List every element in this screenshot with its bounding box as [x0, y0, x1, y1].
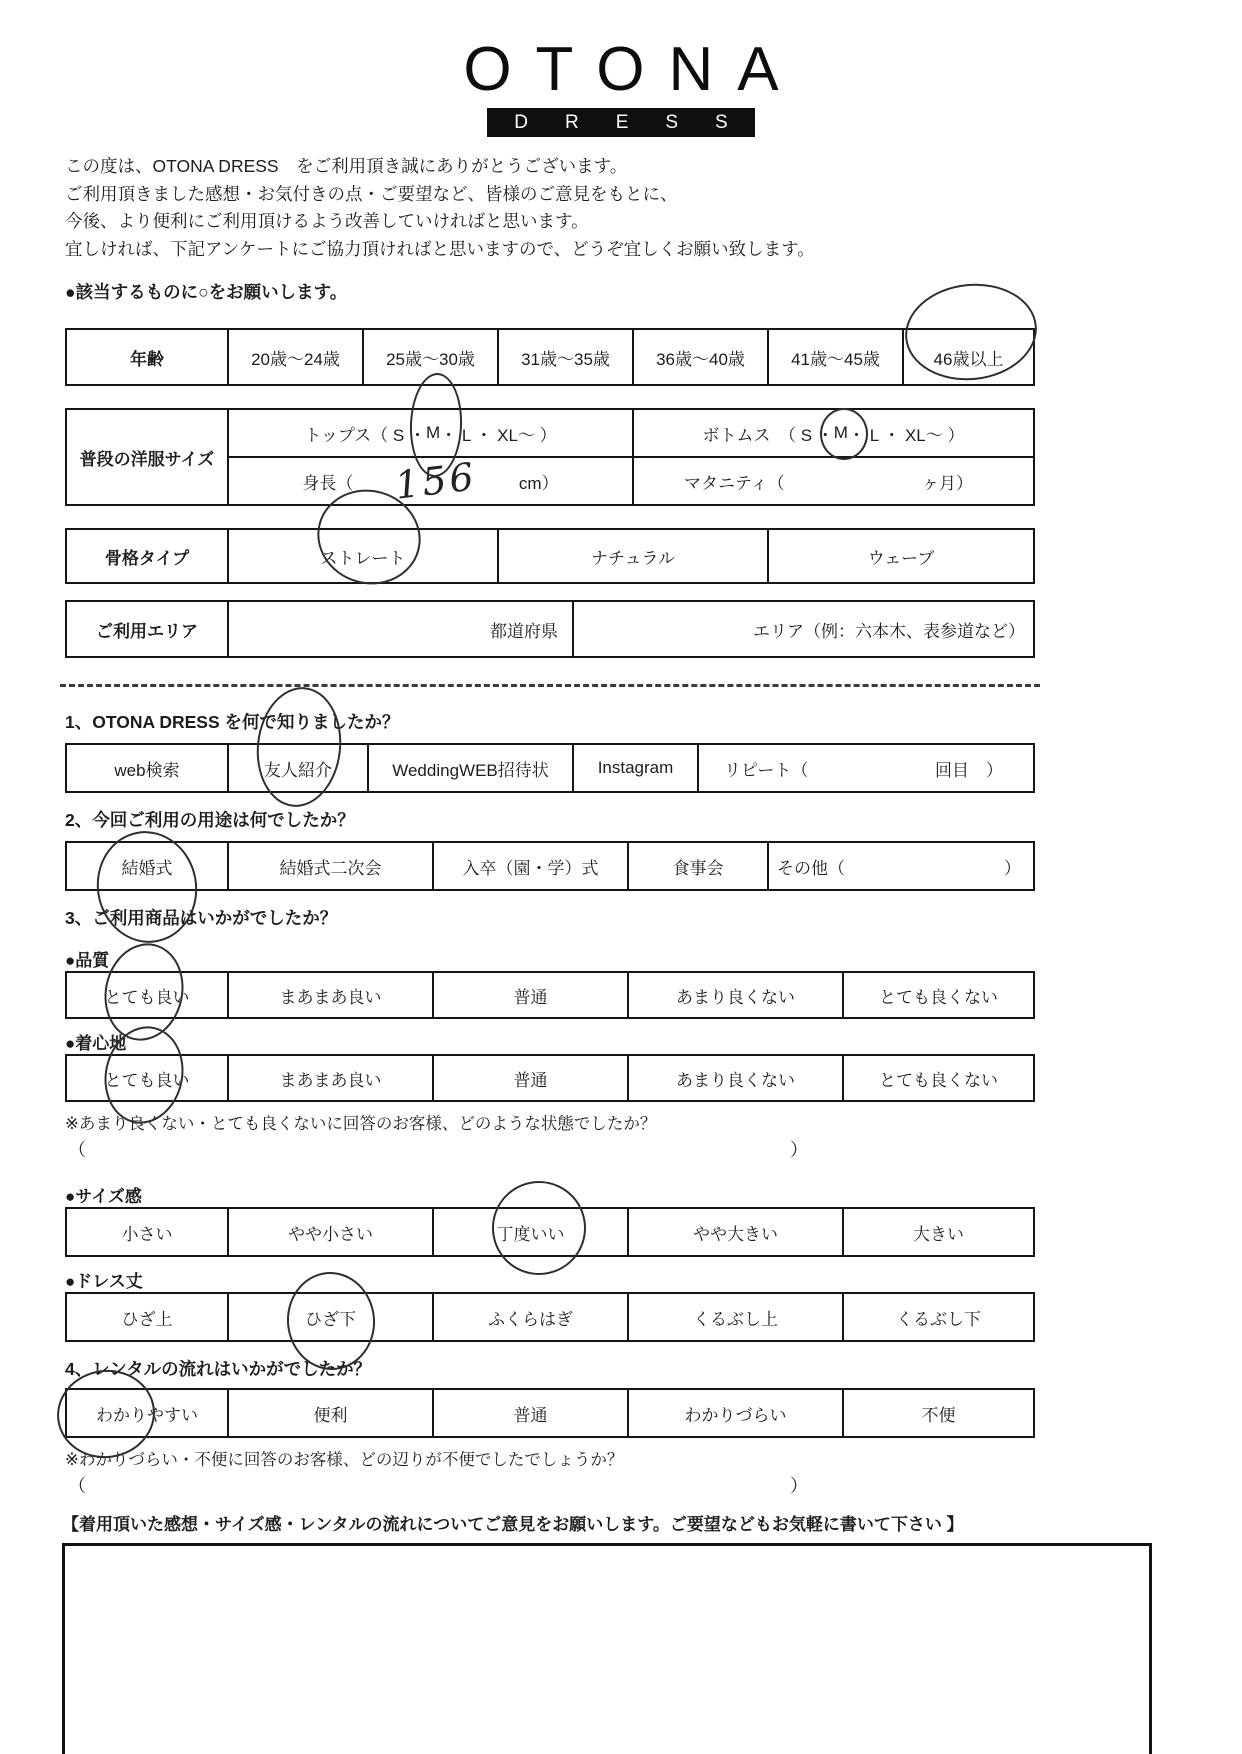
age-option-46plus: 46歳以上	[902, 330, 1033, 384]
q1-option-friend-referral: 友人紹介	[227, 745, 367, 791]
length-option-below-ankle: くるぶし下	[842, 1294, 1033, 1340]
q4-option-confusing: わかりづらい	[627, 1390, 842, 1436]
intro-line: 今後、より便利にご利用頂けるよう改善していければと思います。	[65, 211, 589, 231]
age-option-25-30: 25歳～30歳	[362, 330, 497, 384]
age-table	[65, 328, 1035, 386]
comfort-option-okay: まあまあ良い	[227, 1056, 432, 1100]
intro-paragraph	[65, 153, 1242, 263]
age-label: 年齢	[130, 349, 164, 369]
dress-length-table	[65, 1292, 1035, 1342]
comment-section-title: 【着用頂いた感想・サイズ感・レンタルの流れについてご意見をお願いします。ご要望などもお気軽に書いて下さい 】	[62, 1515, 964, 1534]
quality-label: ●品質	[65, 951, 110, 970]
clothing-size-label: 普段の洋服サイズ	[79, 449, 215, 469]
body-type-option-natural: ナチュラル	[497, 530, 767, 582]
circle-annotation	[251, 683, 347, 811]
height-cell: 身長（ 156 cm）	[227, 458, 632, 504]
q1-option-instagram: Instagram	[572, 745, 697, 791]
usage-area-table	[65, 600, 1035, 658]
quality-option-okay: まあまあ良い	[227, 973, 432, 1017]
circle-instruction: ●該当するものに○をお願いします。	[65, 282, 348, 302]
q1-option-web-search: web検索	[114, 760, 180, 780]
prefecture-cell: 都道府県	[227, 602, 572, 656]
area-hint-cell: エリア（例：六本木、表参道など）	[572, 602, 1033, 656]
intro-line: ご利用頂きました感想・お気付きの点・ご要望など、皆様のご意見をもとに、	[65, 183, 678, 204]
body-type-option-straight: ストレート	[227, 530, 497, 582]
quality-option-normal: 普通	[432, 973, 627, 1017]
tops-size-cell: トップス（ S ・ M ・ L ・ XL～ ）	[227, 410, 632, 456]
quality-option-not-good: あまり良くない	[627, 973, 842, 1017]
size-option-small: 小さい	[121, 1224, 173, 1244]
q1-table	[65, 743, 1035, 793]
comment-box	[62, 1543, 1152, 1754]
logo	[0, 0, 1242, 137]
logo-dress-bar	[487, 108, 765, 137]
body-type-table	[65, 528, 1035, 584]
q3-answer-parens: （ ）	[68, 1140, 808, 1160]
age-option-41-45: 41歳～45歳	[767, 330, 902, 384]
size-option-bit-small: やや小さい	[227, 1209, 432, 1255]
comfort-option-not-good: あまり良くない	[627, 1056, 842, 1100]
q3-followup-note: ※あまり良くない・とても良くないに回答のお客様、どのような状態でしたか？	[65, 1115, 657, 1133]
bottoms-size-cell: ボトムス （ S ・ M ・ L ・ XL～ ）	[632, 410, 1033, 456]
q4-option-convenient: 便利	[227, 1390, 432, 1436]
logo-dress-text: DRESS	[514, 111, 765, 133]
q2-option-afterparty: 結婚式二次会	[227, 843, 432, 889]
maternity-cell: マタニティ（ ヶ月）	[632, 458, 1033, 504]
comfort-label: ●着心地	[65, 1034, 127, 1053]
size-feel-label: ●サイズ感	[65, 1187, 142, 1206]
q4-table	[65, 1388, 1035, 1438]
size-option-just-right: 丁度いい	[432, 1209, 627, 1255]
q1-option-wedding-web: WeddingWEB招待状	[367, 745, 572, 791]
quality-option-very-good: とても良い	[67, 973, 227, 1017]
length-option-calf: ふくらはぎ	[432, 1294, 627, 1340]
q4-option-normal: 普通	[432, 1390, 627, 1436]
comfort-option-very-bad: とても良くない	[842, 1056, 1033, 1100]
logo-otona-text: OTONA	[463, 35, 803, 104]
quality-table	[65, 971, 1035, 1019]
clothing-size-table	[65, 408, 1035, 506]
q4-followup-note: ※わかりづらい・不便に回答のお客様、どの辺りが不便でしたでしょうか？	[65, 1451, 624, 1469]
q1-title: 1、OTONA DRESS を何で知りましたか？	[65, 712, 400, 732]
quality-option-very-bad: とても良くない	[842, 973, 1033, 1017]
length-option-above-ankle: くるぶし上	[627, 1294, 842, 1340]
comfort-table	[65, 1054, 1035, 1102]
size-option-bit-big: やや大きい	[627, 1209, 842, 1255]
age-option-36-40: 36歳～40歳	[632, 330, 767, 384]
circle-annotation	[88, 823, 206, 951]
length-option-below-knee: ひざ下	[227, 1294, 432, 1340]
q2-option-dinner: 食事会	[627, 843, 767, 889]
body-type-option-wave: ウェーブ	[767, 530, 1033, 582]
q2-option-wedding: 結婚式	[67, 843, 227, 889]
q4-option-easy: わかりやすい	[67, 1390, 227, 1436]
intro-line: 宜しければ、下記アンケートにご協力頂ければと思いますので、どうぞ宜しくお願い致します。	[65, 238, 815, 259]
intro-line: この度は、OTONA DRESS をご利用頂き誠にありがとうございます。	[65, 156, 628, 176]
size-option-big: 大きい	[842, 1209, 1033, 1255]
q4-option-inconvenient: 不便	[842, 1390, 1033, 1436]
body-type-label: 骨格タイプ	[104, 548, 190, 568]
q1-option-repeat: リピート（ 回目 ）	[697, 745, 1033, 791]
dress-length-label: ●ドレス丈	[65, 1272, 143, 1291]
comfort-option-normal: 普通	[432, 1056, 627, 1100]
q3-title: 3、ご利用商品はいかがでしたか？	[65, 908, 338, 928]
size-feel-table	[65, 1207, 1035, 1257]
q4-title: 4、レンタルの流れはいかがでしたか？	[65, 1359, 372, 1379]
length-option-above-knee: ひざ上	[121, 1309, 173, 1329]
usage-area-label: ご利用エリア	[96, 621, 198, 641]
q2-table	[65, 841, 1035, 891]
comfort-option-very-good: とても良い	[67, 1056, 227, 1100]
handwritten-height-value: 156	[393, 454, 480, 508]
q2-title: 2、今回ご利用の用途は何でしたか？	[65, 810, 355, 830]
age-option-20-24: 20歳～24歳	[227, 330, 362, 384]
q4-answer-parens: （ ）	[68, 1476, 808, 1496]
dashed-separator	[60, 684, 1040, 687]
q2-option-ceremony: 入卒（園・学）式	[432, 843, 627, 889]
age-option-31-35: 31歳～35歳	[497, 330, 632, 384]
q2-option-other: その他（ ）	[767, 843, 1033, 889]
